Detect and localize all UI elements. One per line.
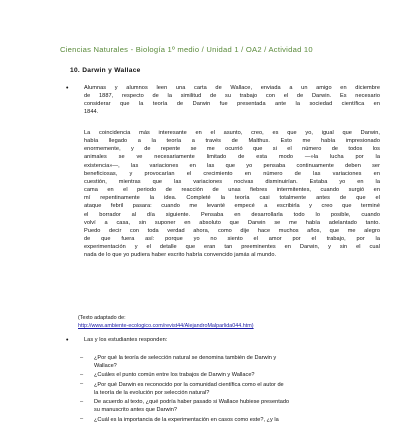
instruction-text — [84, 336, 380, 344]
text-line: había llegado a la teoría a través de Malthus. Esto me había impresionado — [84, 138, 380, 145]
text-line: cuestión, mientras que las variaciones nocivas disminuirían. Estaba yo en la — [84, 178, 380, 185]
question-line: ¿Cuáles el punto común entre los trabajos de Darwin y Wallace? — [94, 372, 255, 379]
text-line: mí repentinamente la idea. Completé la teoría casi totalmente antes de que el — [84, 195, 380, 202]
text-line: de que fuera así: porque yo no siento el amor por el trabajo, por la — [84, 236, 380, 243]
text-line: existencia»—, las variaciones en las que yo pensaba continuamente deben ser — [84, 162, 380, 169]
question-item — [94, 398, 384, 414]
question-line: Wallace? — [94, 363, 117, 370]
text-line: considerar que la teoría de Darwin fue presentada ante la sociedad científica en — [84, 101, 380, 108]
question-line: la teoría de la evolución por selección natural? — [94, 389, 210, 396]
bullet-icon: • — [66, 337, 69, 344]
dash-icon: – — [80, 354, 84, 361]
question-item — [94, 381, 384, 397]
text-line: Puedo decir con toda verdad ahora, como dije hace muchos años, que me alegro — [84, 227, 380, 234]
question-item — [94, 371, 384, 379]
intro-paragraph — [84, 84, 380, 117]
page-header: Ciencias Naturales - Biología 1º medio / Unidad 1 / OA2 / Actividad 10 — [60, 45, 313, 54]
dash-icon: – — [80, 398, 84, 405]
text-line: enormemente, y de repente se me ocurrió que si el número de todos los — [84, 146, 380, 153]
text-line: el borrador al día siguiente. Pensaba en desarrollarla todo lo posible, cuando — [84, 211, 380, 218]
dash-icon: – — [80, 416, 84, 422]
bullet-icon: • — [66, 85, 69, 92]
question-item — [94, 354, 384, 370]
text-line: 1844. — [84, 109, 99, 116]
text-line: Las y los estudiantes responden: — [84, 337, 168, 343]
source-link[interactable]: http://www.ambiente-ecologico.com/revist44/AlejandroMalparlida044.htm) — [78, 323, 254, 330]
text-line: ataque febril pasara: cuando me levanté empecé a escribirla y creo que terminé — [84, 203, 380, 210]
question-line: ¿Por qué Darwin es reconocido por la comunidad científica como el autor de — [94, 381, 284, 388]
question-line: ¿Cuál es la importancia de la experimentación en casos como este?, ¿y la — [94, 416, 279, 423]
question-line: su manuscrito antes que Darwin? — [94, 407, 178, 414]
text-line: nada de lo que yo pudiera haber escrito habría convencido jamás al mundo. — [84, 252, 277, 259]
letter-paragraph — [84, 129, 380, 260]
text-line: beneficiosas, y provocarían el crecimiento en número de las variaciones en — [84, 170, 380, 177]
source-citation — [78, 314, 378, 330]
text-line: Alumnas y alumnos leen una carta de Wallace, enviada a un amigo en diciembre — [84, 85, 380, 91]
question-item — [94, 416, 384, 424]
text-line: cama en el periodo de reacción de unas fiebres intermitentes, cuando surgió en — [84, 187, 380, 194]
section-title: 10. Darwin y Wallace — [70, 67, 141, 74]
question-line: ¿Por qué la teoría de selección natural se denomina también de Darwin y — [94, 355, 277, 361]
dash-icon: – — [80, 371, 84, 378]
text-line: experimentación y el detalle que eran tan preeminentes en Darwin, y sin el cual — [84, 244, 380, 251]
text-line: volví a casa, sin suponer en absoluto que Darwin se me había adelantado tanto. — [84, 219, 380, 226]
text-line: animales se ve necesariamente limitado de esta modo —»la lucha por la — [84, 154, 380, 161]
text-line: La coincidencia más interesante en el asunto, creo, es que yo, igual que Darwin, — [84, 130, 380, 136]
source-label: (Texto adaptado de: — [78, 315, 126, 321]
dash-icon: – — [80, 381, 84, 388]
question-line: De acuerdo al texto, ¿qué podría haber pasado si Wallace hubiese presentado — [94, 399, 290, 406]
text-line: de 1887, respecto de la similitud de su trabajo con el de Darwin. Es necesario — [84, 93, 380, 100]
